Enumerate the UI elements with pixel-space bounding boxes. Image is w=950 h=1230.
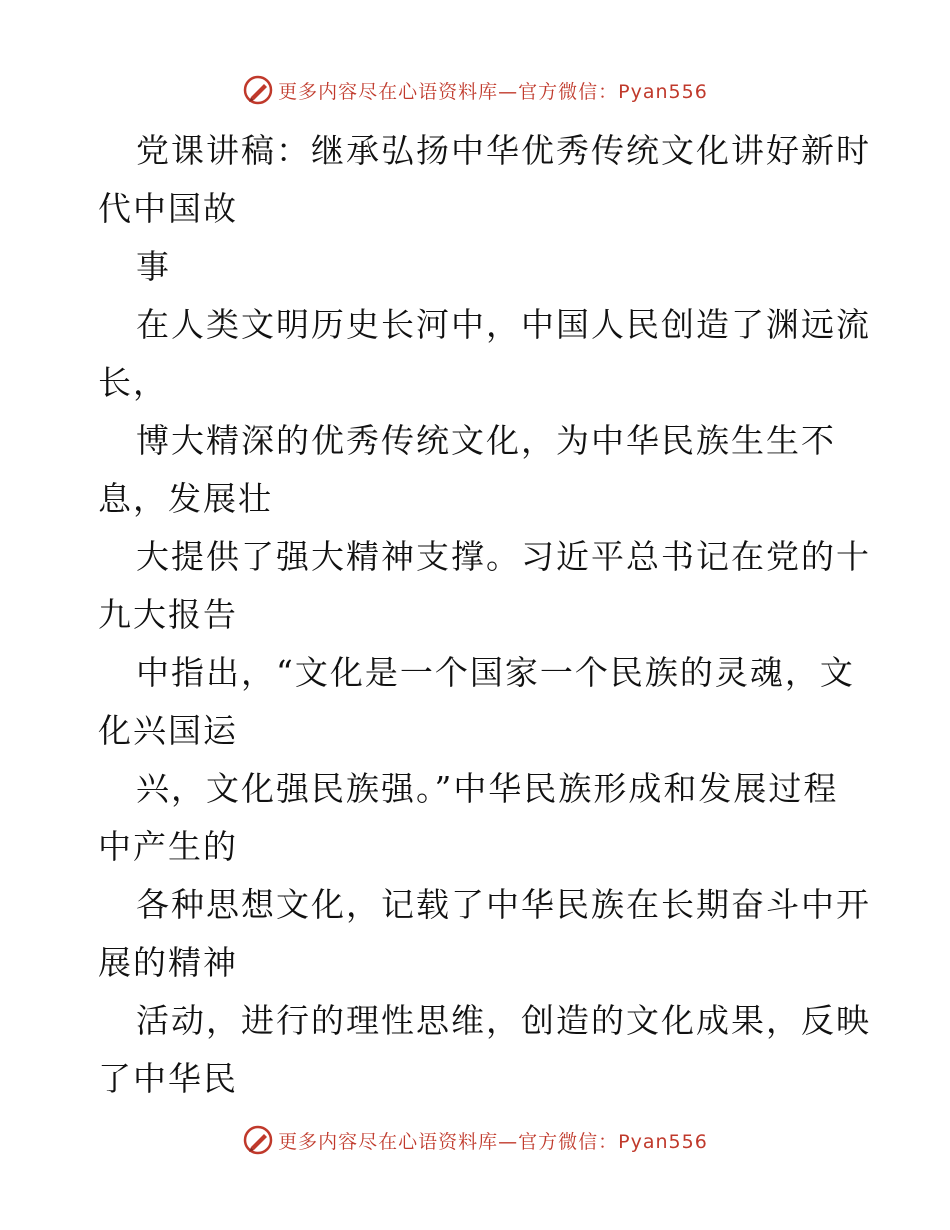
paragraph-line: 兴，文化强民族强。”中华民族形成和发展过程 [136, 769, 839, 808]
title-line-2: 代中国故 [98, 189, 238, 228]
paragraph-line: 大提供了强大精神支撑。习近平总书记在党的十 [136, 537, 871, 576]
paragraph-line: 中产生的 [98, 827, 238, 866]
footer-banner-text: 更多内容尽在心语资料库—官方微信：Pyan556 [278, 1130, 708, 1153]
paragraph-line: 了中华民 [98, 1059, 238, 1098]
paragraph-line: 展的精神 [98, 943, 238, 982]
paragraph-line: 长， [98, 363, 168, 402]
header-banner-text: 更多内容尽在心语资料库—官方微信：Pyan556 [278, 80, 708, 103]
paragraph-line: 化兴国运 [98, 711, 238, 750]
title-line-3: 事 [136, 247, 171, 286]
paragraph-line: 息，发展壮 [98, 479, 273, 518]
title-line-1: 党课讲稿：继承弘扬中华优秀传统文化讲好新时 [136, 131, 871, 170]
paragraph-line: 活动，进行的理性思维，创造的文化成果，反映 [136, 1001, 871, 1040]
paragraph-line: 中指出，“文化是一个国家一个民族的灵魂，文 [136, 653, 855, 692]
paragraph-line: 在人类文明历史长河中，中国人民创造了渊远流 [136, 305, 871, 344]
header-watermark-banner [0, 70, 950, 110]
paragraph-line: 九大报告 [98, 595, 238, 634]
paragraph-line: 博大精深的优秀传统文化，为中华民族生生不 [136, 421, 836, 460]
pen-logo-icon [242, 1124, 274, 1156]
document-body [98, 122, 871, 1108]
pen-logo-icon [242, 74, 274, 106]
footer-watermark-banner [0, 1120, 950, 1160]
paragraph-line: 各种思想文化，记载了中华民族在长期奋斗中开 [136, 885, 871, 924]
